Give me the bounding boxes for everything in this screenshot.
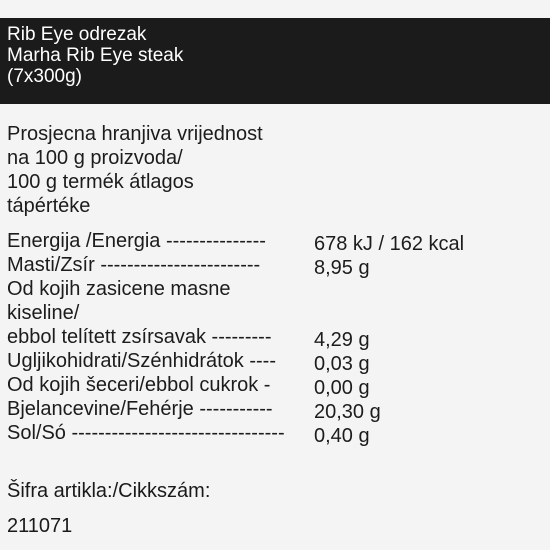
saturates-label: ebbol telített zsírsavak --------- [7,326,272,348]
package-size: (7x300g) [7,66,82,87]
protein-label: Bjelancevine/Fehérje ----------- [7,398,273,420]
saturates-heading-2: kiseline/ [7,302,80,324]
saturates-heading-1: Od kojih zasicene masne [7,278,231,300]
nutrition-intro [7,122,263,218]
nutrition-row-carbs [7,350,527,374]
intro-line-2: na 100 g proizvoda/ [7,147,183,169]
nutrition-row-salt [7,422,527,446]
salt-label: Sol/Só -------------------------------- [7,422,285,444]
carbs-value: 0,03 g [314,353,370,375]
intro-line-1: Prosjecna hranjiva vrijednost [7,123,263,145]
product-title-banner [0,18,550,104]
product-name-hu: Marha Rib Eye steak [7,45,184,66]
nutrition-row-sugars [7,374,527,398]
protein-value: 20,30 g [314,401,381,423]
nutrition-table [7,230,527,446]
nutrition-row-saturates [7,326,527,350]
energy-value: 678 kJ / 162 kcal [314,233,465,255]
nutrition-row-protein [7,398,527,422]
article-code-label: Šifra artikla:/Cikkszám: [7,480,211,502]
intro-line-3: 100 g termék átlagos [7,171,194,193]
fat-label: Masti/Zsír ------------------------ [7,254,261,276]
salt-value: 0,40 g [314,425,370,447]
article-code-value: 211071 [7,515,73,537]
energy-label: Energija /Energia --------------- [7,230,266,252]
nutrition-row-fat [7,254,527,278]
saturates-value: 4,29 g [314,329,370,351]
carbs-label: Ugljikohidrati/Szénhidrátok ---- [7,350,276,372]
product-name-hr: Rib Eye odrezak [7,24,147,45]
sugars-label: Od kojih šeceri/ebbol cukrok - [7,374,271,396]
intro-line-4: tápértéke [7,195,91,217]
nutrition-row-energy [7,230,527,254]
sugars-value: 0,00 g [314,377,370,399]
fat-value: 8,95 g [314,257,370,279]
